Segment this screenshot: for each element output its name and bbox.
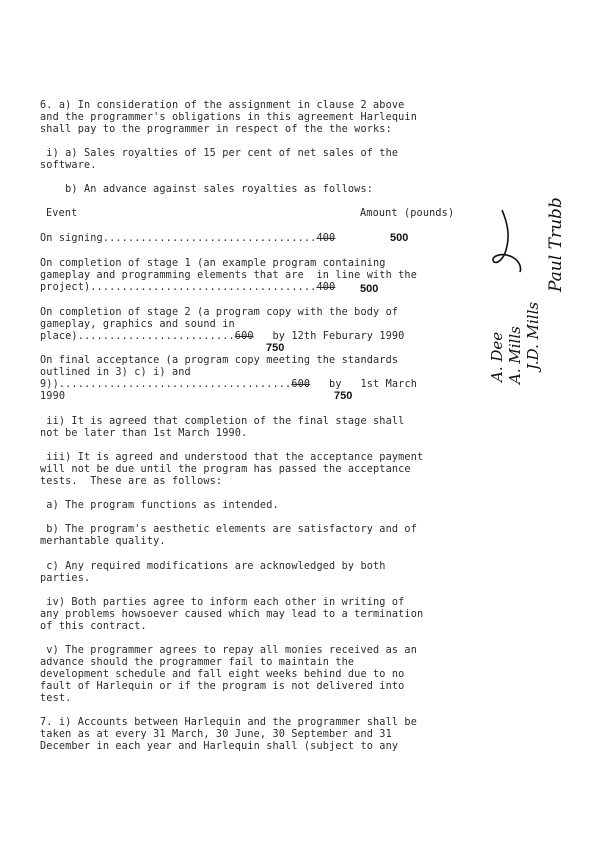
text-line: development schedule and fall eight weeks behind due to no: [40, 669, 405, 680]
struck-amount: 600: [234, 331, 254, 342]
text-line: v) The programmer agrees to repay all monies received as an: [40, 645, 418, 656]
text-line: On completion of stage 2 (a program copy with the body of: [40, 307, 399, 318]
text-line: of this contract.: [40, 621, 147, 632]
text-line: and the programmer's obligations in this agreement Harlequin: [40, 112, 418, 123]
payment-row-stage2: place).........................600 by 12th Feburary 1990: [40, 331, 405, 342]
signature: A. Dee: [488, 331, 506, 382]
text-line: 1990: [40, 391, 66, 402]
text-line: ii) It is agreed that completion of the final stage shall: [40, 416, 405, 427]
text-line: 7. i) Accounts between Harlequin and the programmer shall be: [40, 717, 418, 728]
text-line: tests. These are as follows:: [40, 476, 223, 487]
payment-row-signing: On signing..................................400: [40, 233, 336, 244]
text-line: parties.: [40, 573, 91, 584]
text-line: gameplay, graphics and sound in: [40, 319, 235, 330]
text-line: test.: [40, 693, 72, 704]
text-line: iv) Both parties agree to inform each other in writing of: [40, 597, 405, 608]
text-line: software.: [40, 160, 97, 171]
text-line: a) The program functions as intended.: [40, 500, 279, 511]
text-line: b) The program's aesthetic elements are satisfactory and of: [40, 524, 418, 535]
text-line: b) An advance against sales royalties as follows:: [40, 184, 374, 195]
payment-row-final: 9)).....................................600 by 1st March: [40, 379, 418, 390]
text-line: outlined in 3) c) i) and: [40, 367, 191, 378]
text-line: shall pay to the programmer in respect of the the works:: [40, 124, 392, 135]
signature: Paul Trubb: [546, 197, 566, 292]
signature: A. Mills: [506, 326, 524, 384]
text-line: On final acceptance (a program copy meeting the standards: [40, 355, 399, 366]
text-line: 6. a) In consideration of the assignment in clause 2 above: [40, 100, 405, 111]
text-line: December in each year and Harlequin shall (subject to any: [40, 741, 399, 752]
signature: J.D. Mills: [524, 301, 542, 370]
handwritten-amount: 750: [266, 342, 285, 354]
text-line: i) a) Sales royalties of 15 per cent of net sales of the: [40, 148, 399, 159]
handwritten-amount: 500: [360, 283, 379, 295]
text-line: any problems howsoever caused which may lead to a termination: [40, 609, 424, 620]
text-line: fault of Harlequin or if the program is not delivered into: [40, 681, 405, 692]
handwritten-amount: 750: [334, 390, 353, 402]
text-line: taken as at every 31 March, 30 June, 30 September and 31: [40, 729, 392, 740]
struck-amount: 600: [291, 379, 311, 390]
text-line: On completion of stage 1 (an example program containing: [40, 258, 386, 269]
text-line: advance should the programmer fail to maintain the: [40, 657, 355, 668]
handwritten-amount: 500: [390, 232, 409, 244]
column-header-amount: Amount (pounds): [360, 208, 455, 219]
text-line: not be later than 1st March 1990.: [40, 428, 248, 439]
payment-row-stage1: project)....................................400: [40, 282, 336, 293]
text-line: gameplay and programming elements that are in line with the: [40, 270, 418, 281]
text-line: merhantable quality.: [40, 536, 166, 547]
struck-amount: 400: [316, 282, 336, 293]
struck-amount: 400: [316, 233, 336, 244]
initials-mark: [488, 206, 528, 276]
text-line: iii) It is agreed and understood that the acceptance payment: [40, 452, 424, 463]
text-line: will not be due until the program has passed the acceptance: [40, 464, 411, 475]
column-header-event: Event: [46, 208, 78, 219]
text-line: c) Any required modifications are acknowledged by both: [40, 561, 386, 572]
